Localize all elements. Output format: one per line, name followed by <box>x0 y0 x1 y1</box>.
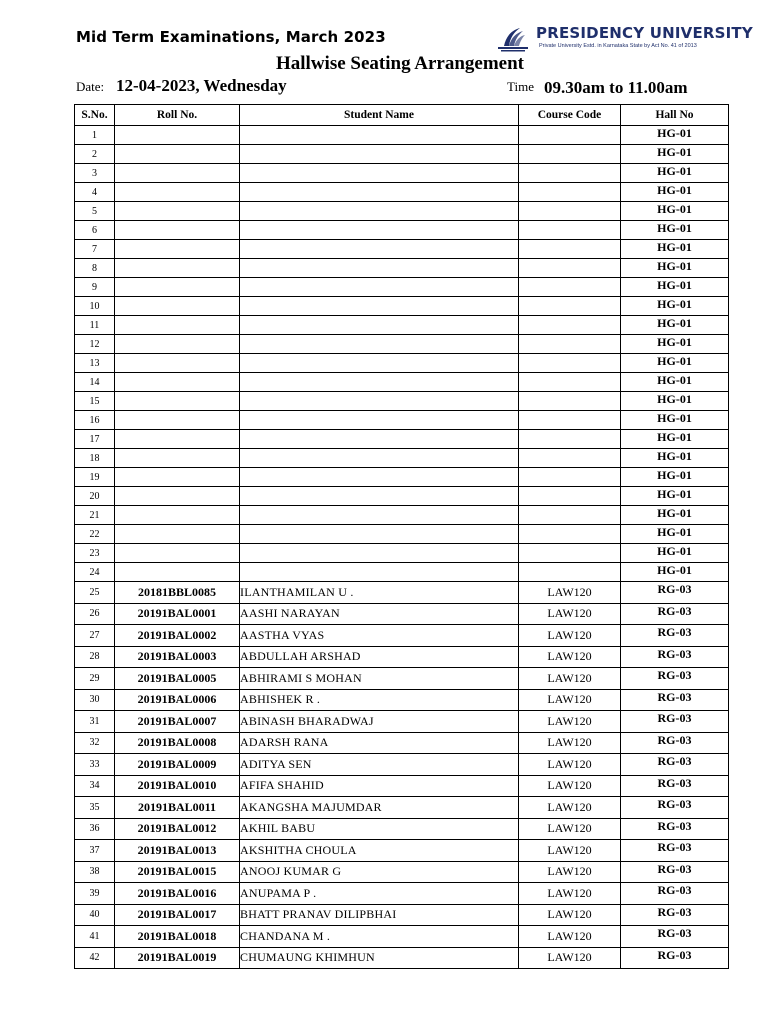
cell-hall: RG-03 <box>621 904 729 926</box>
table-row <box>75 904 729 926</box>
cell-hall: HG-01 <box>621 164 729 183</box>
cell-name <box>240 563 519 582</box>
column-header-roll: Roll No. <box>115 105 240 126</box>
cell-sno: 38 <box>75 861 115 883</box>
cell-course <box>519 373 621 392</box>
cell-roll: 20191BAL0010 <box>115 775 240 797</box>
cell-sno: 12 <box>75 335 115 354</box>
table-row <box>75 603 729 625</box>
cell-course <box>519 544 621 563</box>
cell-sno: 39 <box>75 883 115 905</box>
table-row <box>75 487 729 506</box>
table-row <box>75 449 729 468</box>
table-row <box>75 126 729 145</box>
cell-course <box>519 392 621 411</box>
cell-name <box>240 316 519 335</box>
cell-roll <box>115 487 240 506</box>
document-title: Hallwise Seating Arrangement <box>275 53 525 74</box>
cell-course: LAW120 <box>519 797 621 819</box>
cell-name <box>240 392 519 411</box>
cell-sno: 30 <box>75 689 115 711</box>
cell-name <box>240 373 519 392</box>
cell-course: LAW120 <box>519 818 621 840</box>
cell-sno: 8 <box>75 259 115 278</box>
cell-course <box>519 259 621 278</box>
cell-sno: 24 <box>75 563 115 582</box>
cell-name: ABHISHEK R . <box>240 689 519 711</box>
cell-course <box>519 563 621 582</box>
cell-name: ANOOJ KUMAR G <box>240 861 519 883</box>
cell-roll: 20191BAL0016 <box>115 883 240 905</box>
cell-roll: 20191BAL0002 <box>115 625 240 647</box>
cell-name: CHUMAUNG KHIMHUN <box>240 947 519 969</box>
cell-hall: HG-01 <box>621 221 729 240</box>
cell-roll <box>115 164 240 183</box>
table-row <box>75 544 729 563</box>
table-row <box>75 818 729 840</box>
table-row <box>75 861 729 883</box>
table-row <box>75 525 729 544</box>
cell-sno: 41 <box>75 926 115 948</box>
table-row <box>75 754 729 776</box>
table-row <box>75 840 729 862</box>
cell-roll <box>115 335 240 354</box>
cell-sno: 1 <box>75 126 115 145</box>
cell-name: AKSHITHA CHOULA <box>240 840 519 862</box>
cell-name: ABHIRAMI S MOHAN <box>240 668 519 690</box>
table-row <box>75 278 729 297</box>
cell-hall: HG-01 <box>621 468 729 487</box>
cell-name: AKHIL BABU <box>240 818 519 840</box>
cell-course <box>519 430 621 449</box>
cell-course <box>519 202 621 221</box>
cell-roll <box>115 354 240 373</box>
table-row <box>75 202 729 221</box>
cell-roll: 20191BAL0018 <box>115 926 240 948</box>
cell-sno: 42 <box>75 947 115 969</box>
cell-name <box>240 354 519 373</box>
cell-name <box>240 164 519 183</box>
cell-course <box>519 316 621 335</box>
cell-hall: RG-03 <box>621 711 729 733</box>
cell-course <box>519 468 621 487</box>
cell-course: LAW120 <box>519 668 621 690</box>
cell-sno: 32 <box>75 732 115 754</box>
cell-course: LAW120 <box>519 926 621 948</box>
exam-time: 09.30am to 11.00am <box>544 78 688 97</box>
cell-hall: HG-01 <box>621 544 729 563</box>
cell-course <box>519 506 621 525</box>
cell-hall: HG-01 <box>621 259 729 278</box>
cell-roll: 20191BAL0008 <box>115 732 240 754</box>
cell-hall: HG-01 <box>621 373 729 392</box>
cell-hall: RG-03 <box>621 689 729 711</box>
cell-hall: RG-03 <box>621 775 729 797</box>
cell-sno: 10 <box>75 297 115 316</box>
cell-hall: HG-01 <box>621 449 729 468</box>
cell-course: LAW120 <box>519 625 621 647</box>
cell-roll <box>115 544 240 563</box>
cell-hall: RG-03 <box>621 668 729 690</box>
cell-name <box>240 221 519 240</box>
table-row <box>75 468 729 487</box>
cell-hall: HG-01 <box>621 297 729 316</box>
cell-name <box>240 259 519 278</box>
table-row <box>75 221 729 240</box>
cell-sno: 31 <box>75 711 115 733</box>
cell-roll: 20191BAL0006 <box>115 689 240 711</box>
cell-roll: 20191BAL0003 <box>115 646 240 668</box>
column-header-sno: S.No. <box>75 105 115 126</box>
table-row <box>75 668 729 690</box>
cell-hall: RG-03 <box>621 732 729 754</box>
cell-name <box>240 430 519 449</box>
cell-name <box>240 278 519 297</box>
cell-course: LAW120 <box>519 646 621 668</box>
table-row <box>75 582 729 604</box>
cell-course <box>519 525 621 544</box>
cell-course: LAW120 <box>519 883 621 905</box>
cell-sno: 17 <box>75 430 115 449</box>
cell-roll <box>115 183 240 202</box>
cell-hall: RG-03 <box>621 646 729 668</box>
cell-name: AKANGSHA MAJUMDAR <box>240 797 519 819</box>
cell-name <box>240 411 519 430</box>
cell-sno: 11 <box>75 316 115 335</box>
cell-sno: 27 <box>75 625 115 647</box>
cell-hall: RG-03 <box>621 818 729 840</box>
cell-sno: 23 <box>75 544 115 563</box>
cell-sno: 19 <box>75 468 115 487</box>
cell-sno: 9 <box>75 278 115 297</box>
time-label: Time <box>507 79 534 94</box>
cell-course <box>519 164 621 183</box>
cell-roll <box>115 506 240 525</box>
cell-name: ILANTHAMILAN U . <box>240 582 519 604</box>
cell-name: AASTHA VYAS <box>240 625 519 647</box>
cell-course <box>519 354 621 373</box>
table-row <box>75 335 729 354</box>
cell-roll <box>115 259 240 278</box>
table-row <box>75 797 729 819</box>
cell-sno: 28 <box>75 646 115 668</box>
cell-name <box>240 183 519 202</box>
cell-sno: 35 <box>75 797 115 819</box>
cell-sno: 4 <box>75 183 115 202</box>
cell-hall: HG-01 <box>621 525 729 544</box>
cell-sno: 5 <box>75 202 115 221</box>
cell-roll <box>115 563 240 582</box>
cell-name <box>240 449 519 468</box>
cell-roll <box>115 373 240 392</box>
cell-sno: 33 <box>75 754 115 776</box>
cell-roll: 20191BAL0011 <box>115 797 240 819</box>
table-row <box>75 259 729 278</box>
cell-hall: RG-03 <box>621 840 729 862</box>
table-row <box>75 373 729 392</box>
date-label: Date: <box>76 79 105 94</box>
cell-roll <box>115 525 240 544</box>
cell-roll: 20191BAL0001 <box>115 603 240 625</box>
cell-name <box>240 335 519 354</box>
table-row <box>75 775 729 797</box>
cell-sno: 29 <box>75 668 115 690</box>
cell-roll: 20191BAL0015 <box>115 861 240 883</box>
table-row <box>75 711 729 733</box>
cell-course: LAW120 <box>519 861 621 883</box>
university-logo <box>492 24 753 54</box>
cell-course: LAW120 <box>519 582 621 604</box>
cell-course <box>519 487 621 506</box>
cell-course <box>519 221 621 240</box>
cell-course <box>519 183 621 202</box>
cell-roll: 20191BAL0019 <box>115 947 240 969</box>
university-subtitle: Private University Estd. in Karnataka State by Act No. 41 of 2013 <box>539 43 697 49</box>
cell-roll: 20191BAL0017 <box>115 904 240 926</box>
cell-course <box>519 449 621 468</box>
cell-course: LAW120 <box>519 711 621 733</box>
cell-sno: 37 <box>75 840 115 862</box>
table-row <box>75 240 729 259</box>
cell-name: AASHI NARAYAN <box>240 603 519 625</box>
cell-course <box>519 126 621 145</box>
cell-hall: RG-03 <box>621 754 729 776</box>
cell-hall: HG-01 <box>621 354 729 373</box>
cell-course <box>519 411 621 430</box>
cell-sno: 2 <box>75 145 115 164</box>
cell-name: BHATT PRANAV DILIPBHAI <box>240 904 519 926</box>
table-row <box>75 732 729 754</box>
cell-name: ADITYA SEN <box>240 754 519 776</box>
table-row <box>75 947 729 969</box>
cell-roll <box>115 297 240 316</box>
cell-sno: 40 <box>75 904 115 926</box>
cell-sno: 36 <box>75 818 115 840</box>
cell-roll <box>115 468 240 487</box>
cell-roll <box>115 145 240 164</box>
cell-roll <box>115 202 240 221</box>
table-header-row <box>75 105 729 126</box>
cell-hall: HG-01 <box>621 145 729 164</box>
cell-name: ABINASH BHARADWAJ <box>240 711 519 733</box>
cell-hall: HG-01 <box>621 563 729 582</box>
cell-sno: 22 <box>75 525 115 544</box>
cell-hall: RG-03 <box>621 883 729 905</box>
table-row <box>75 354 729 373</box>
column-header-name: Student Name <box>240 105 519 126</box>
cell-name <box>240 468 519 487</box>
cell-name: CHANDANA M . <box>240 926 519 948</box>
cell-roll <box>115 392 240 411</box>
cell-course <box>519 240 621 259</box>
cell-sno: 6 <box>75 221 115 240</box>
cell-course <box>519 145 621 164</box>
cell-roll: 20191BAL0012 <box>115 818 240 840</box>
cell-roll: 20191BAL0013 <box>115 840 240 862</box>
cell-name <box>240 202 519 221</box>
column-header-course: Course Code <box>519 105 621 126</box>
cell-name: AFIFA SHAHID <box>240 775 519 797</box>
cell-course: LAW120 <box>519 603 621 625</box>
cell-hall: HG-01 <box>621 335 729 354</box>
cell-sno: 20 <box>75 487 115 506</box>
cell-roll <box>115 278 240 297</box>
table-row <box>75 316 729 335</box>
cell-sno: 21 <box>75 506 115 525</box>
cell-hall: HG-01 <box>621 126 729 145</box>
cell-sno: 13 <box>75 354 115 373</box>
cell-course <box>519 335 621 354</box>
cell-course <box>519 297 621 316</box>
cell-hall: RG-03 <box>621 947 729 969</box>
exam-title: Mid Term Examinations, March 2023 <box>76 28 386 46</box>
table-row <box>75 625 729 647</box>
cell-name: ABDULLAH ARSHAD <box>240 646 519 668</box>
table-row <box>75 506 729 525</box>
cell-name <box>240 487 519 506</box>
cell-hall: HG-01 <box>621 278 729 297</box>
cell-sno: 26 <box>75 603 115 625</box>
cell-course: LAW120 <box>519 904 621 926</box>
table-row <box>75 145 729 164</box>
university-emblem-icon <box>492 26 532 52</box>
column-header-hall: Hall No <box>621 105 729 126</box>
cell-roll: 20191BAL0007 <box>115 711 240 733</box>
cell-hall: HG-01 <box>621 430 729 449</box>
exam-date: 12-04-2023, Wednesday <box>116 76 287 95</box>
table-row <box>75 689 729 711</box>
cell-roll <box>115 449 240 468</box>
cell-sno: 14 <box>75 373 115 392</box>
table-row <box>75 430 729 449</box>
cell-name <box>240 506 519 525</box>
seating-table <box>74 104 729 969</box>
cell-course <box>519 278 621 297</box>
cell-name: ADARSH RANA <box>240 732 519 754</box>
cell-hall: RG-03 <box>621 926 729 948</box>
cell-hall: RG-03 <box>621 625 729 647</box>
cell-roll <box>115 221 240 240</box>
cell-course: LAW120 <box>519 732 621 754</box>
cell-roll <box>115 411 240 430</box>
table-row <box>75 164 729 183</box>
cell-sno: 25 <box>75 582 115 604</box>
cell-sno: 15 <box>75 392 115 411</box>
cell-hall: HG-01 <box>621 487 729 506</box>
cell-name <box>240 145 519 164</box>
cell-hall: HG-01 <box>621 392 729 411</box>
cell-hall: RG-03 <box>621 603 729 625</box>
cell-hall: HG-01 <box>621 411 729 430</box>
cell-course: LAW120 <box>519 947 621 969</box>
cell-course: LAW120 <box>519 775 621 797</box>
cell-roll <box>115 126 240 145</box>
table-row <box>75 883 729 905</box>
cell-hall: RG-03 <box>621 582 729 604</box>
cell-sno: 16 <box>75 411 115 430</box>
cell-course: LAW120 <box>519 840 621 862</box>
cell-sno: 34 <box>75 775 115 797</box>
cell-name <box>240 240 519 259</box>
cell-name <box>240 544 519 563</box>
cell-hall: HG-01 <box>621 202 729 221</box>
cell-sno: 18 <box>75 449 115 468</box>
cell-hall: RG-03 <box>621 861 729 883</box>
cell-course: LAW120 <box>519 689 621 711</box>
cell-roll <box>115 240 240 259</box>
table-row <box>75 297 729 316</box>
table-row <box>75 392 729 411</box>
cell-hall: HG-01 <box>621 240 729 259</box>
cell-name <box>240 126 519 145</box>
cell-roll <box>115 430 240 449</box>
cell-roll <box>115 316 240 335</box>
cell-course: LAW120 <box>519 754 621 776</box>
cell-hall: HG-01 <box>621 183 729 202</box>
cell-name <box>240 525 519 544</box>
table-row <box>75 926 729 948</box>
cell-roll: 20181BBL0085 <box>115 582 240 604</box>
university-name: PRESIDENCY UNIVERSITY <box>536 24 753 42</box>
table-row <box>75 563 729 582</box>
cell-hall: HG-01 <box>621 316 729 335</box>
cell-name <box>240 297 519 316</box>
cell-roll: 20191BAL0009 <box>115 754 240 776</box>
table-row <box>75 646 729 668</box>
table-row <box>75 183 729 202</box>
cell-sno: 3 <box>75 164 115 183</box>
table-row <box>75 411 729 430</box>
cell-name: ANUPAMA P . <box>240 883 519 905</box>
cell-hall: RG-03 <box>621 797 729 819</box>
cell-sno: 7 <box>75 240 115 259</box>
cell-hall: HG-01 <box>621 506 729 525</box>
cell-roll: 20191BAL0005 <box>115 668 240 690</box>
